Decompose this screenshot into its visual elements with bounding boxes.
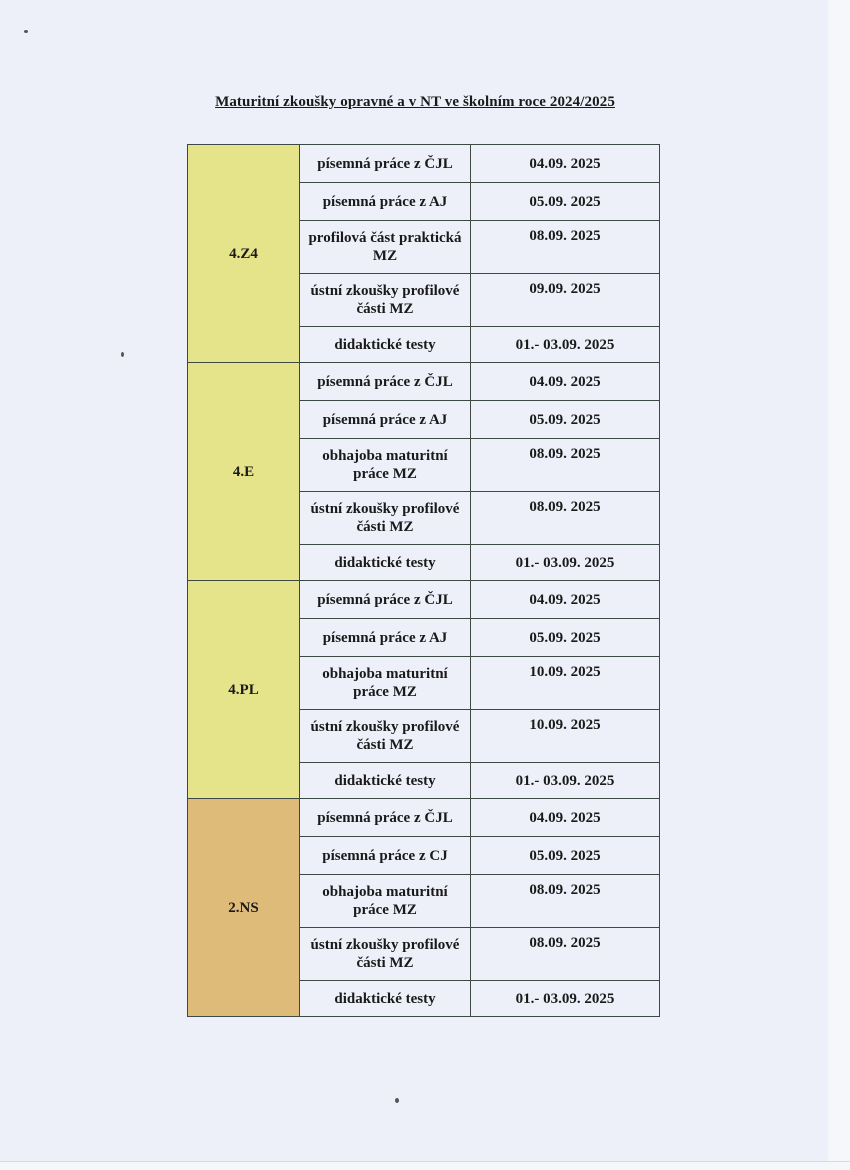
date-cell: 01.- 03.09. 2025 [471,327,660,363]
date-cell: 01.- 03.09. 2025 [471,981,660,1017]
exam-cell: ústní zkoušky profilové části MZ [300,274,471,327]
exam-cell: obhajoba maturitní práce MZ [300,657,471,710]
scan-speck [121,352,124,357]
exam-cell: didaktické testy [300,545,471,581]
exam-cell: písemná práce z CJ [300,837,471,875]
exam-cell: profilová část praktická MZ [300,221,471,274]
class-cell: 4.PL [188,581,300,799]
page-edge [828,0,850,1170]
date-cell: 08.09. 2025 [471,439,660,492]
date-cell: 05.09. 2025 [471,837,660,875]
exam-cell: ústní zkoušky profilové části MZ [300,710,471,763]
exam-cell: písemná práce z AJ [300,619,471,657]
exam-cell: písemná práce z AJ [300,183,471,221]
date-cell: 01.- 03.09. 2025 [471,545,660,581]
date-cell: 08.09. 2025 [471,221,660,274]
date-cell: 09.09. 2025 [471,274,660,327]
exam-cell: ústní zkoušky profilové části MZ [300,492,471,545]
exam-cell: písemná práce z ČJL [300,363,471,401]
class-cell: 4.E [188,363,300,581]
date-cell: 08.09. 2025 [471,492,660,545]
exam-cell: didaktické testy [300,327,471,363]
date-cell: 04.09. 2025 [471,145,660,183]
date-cell: 08.09. 2025 [471,875,660,928]
exam-cell: ústní zkoušky profilové části MZ [300,928,471,981]
date-cell: 04.09. 2025 [471,799,660,837]
table-row [188,363,660,401]
exam-cell: obhajoba maturitní práce MZ [300,439,471,492]
date-cell: 05.09. 2025 [471,619,660,657]
exam-schedule-table [187,144,660,1017]
date-cell: 08.09. 2025 [471,928,660,981]
document-title: Maturitní zkoušky opravné a v NT ve školním roce 2024/2025 [215,94,615,110]
date-cell: 01.- 03.09. 2025 [471,763,660,799]
scan-speck [395,1098,399,1103]
scan-speck [24,30,28,33]
date-cell: 05.09. 2025 [471,183,660,221]
class-cell: 4.Z4 [188,145,300,363]
exam-cell: písemná práce z ČJL [300,799,471,837]
date-cell: 10.09. 2025 [471,710,660,763]
class-cell: 2.NS [188,799,300,1017]
exam-cell: didaktické testy [300,981,471,1017]
date-cell: 04.09. 2025 [471,363,660,401]
date-cell: 04.09. 2025 [471,581,660,619]
exam-cell: písemná práce z AJ [300,401,471,439]
date-cell: 10.09. 2025 [471,657,660,710]
page-edge-bottom [0,1161,850,1170]
table-row [188,799,660,837]
date-cell: 05.09. 2025 [471,401,660,439]
exam-cell: didaktické testy [300,763,471,799]
table-row [188,581,660,619]
exam-cell: obhajoba maturitní práce MZ [300,875,471,928]
table-row [188,145,660,183]
exam-cell: písemná práce z ČJL [300,581,471,619]
exam-cell: písemná práce z ČJL [300,145,471,183]
